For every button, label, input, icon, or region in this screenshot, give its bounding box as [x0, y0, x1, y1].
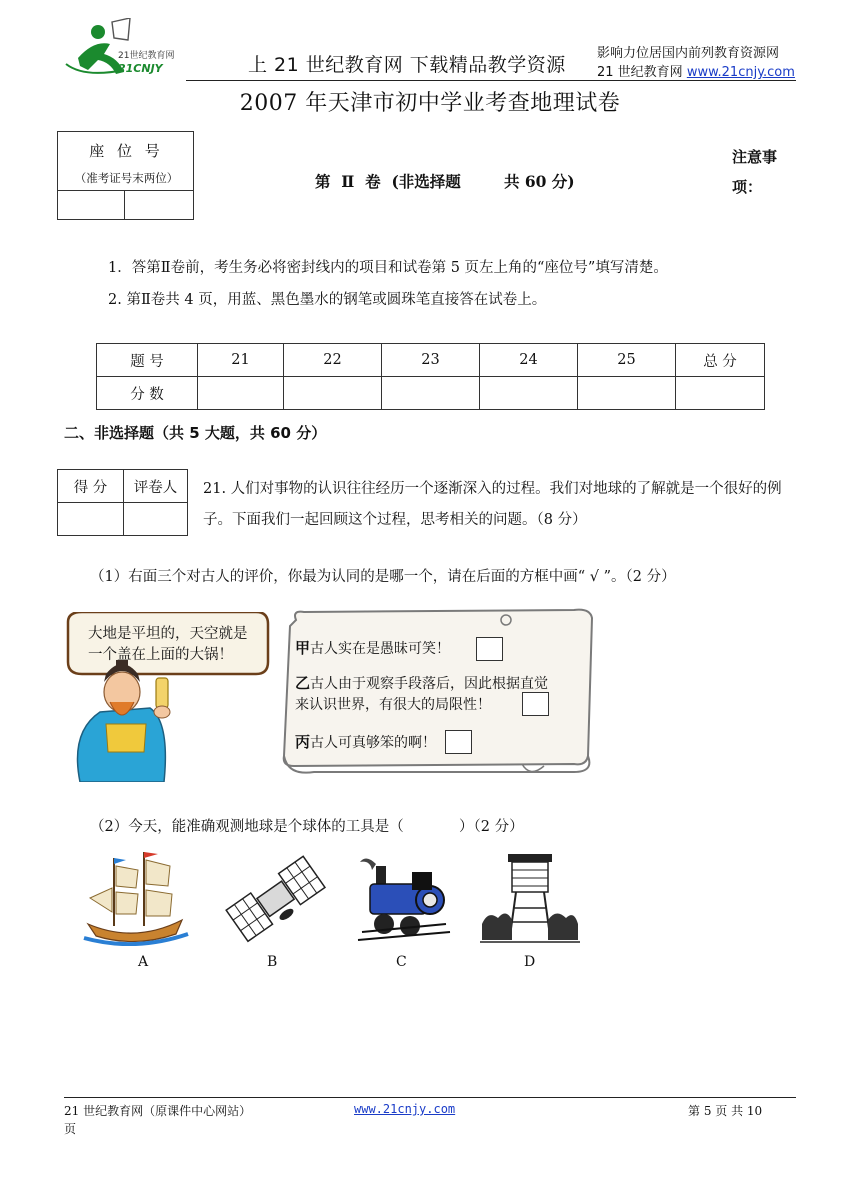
question-21: 21. 人们对事物的认识往往经历一个逐渐深入的过程。我们对地球的了解就是一个很好的例子。下面我们一起回顾这个过程，思考相关的问题。（8 分）: [203, 481, 782, 528]
grader-score-cell[interactable]: [58, 503, 124, 536]
footer-site-name: 21 世纪教育网（原课件中心网站）: [64, 1104, 252, 1118]
section-title: 二、非选择题（共 5 大题，共 60 分）: [64, 424, 327, 442]
seat-box-split: [124, 190, 125, 220]
footer-divider: [64, 1097, 796, 1098]
seat-number-hint: （准考证号末两位）: [74, 171, 179, 185]
score-table-cell: 总 分: [676, 344, 765, 377]
option-jia-stem: 甲: [295, 639, 311, 657]
option-yi: [295, 673, 555, 716]
footer-link[interactable]: www.21cnjy.com: [354, 1102, 456, 1116]
score-cell-23[interactable]: [382, 377, 480, 410]
score-cell-24[interactable]: [480, 377, 578, 410]
score-table-cell: 23: [382, 344, 480, 377]
score-table: [96, 343, 765, 410]
header-right-block: [597, 44, 795, 82]
instruction-2: 2. 第Ⅱ卷共 4 页，用蓝、黑色墨水的钢笔或圆珠笔直接答在试卷上。: [108, 292, 547, 308]
water-tower-icon: [478, 848, 582, 946]
footer-page-number: 第 5 页 共 10: [688, 1104, 763, 1118]
site-logo: [64, 18, 186, 80]
score-table-cell: 题 号: [97, 344, 198, 377]
option-jia-checkbox[interactable]: [476, 637, 503, 661]
footer-page-wrap: 页: [64, 1122, 77, 1136]
notice-label: 注意事项：: [732, 148, 778, 196]
option-bing-checkbox[interactable]: [445, 730, 472, 754]
header-slogan: 上 21 世纪教育网 下载精品教学资源: [248, 54, 566, 76]
option-jia-text: 古人实在是愚昧可笑！: [310, 641, 451, 657]
page-title: 2007 年天津市初中学业考查地理试卷: [239, 91, 621, 116]
option-yi-checkbox[interactable]: [522, 692, 549, 716]
option-bing-text: 古人可真够笨的啊！: [310, 735, 437, 751]
option-bing: [295, 732, 436, 754]
option-yi-stem: 乙: [295, 674, 311, 692]
sub-question-2: （2）今天，能准确观测地球是个球体的工具是（ ）（2 分）: [90, 819, 524, 835]
satellite-icon: [220, 848, 330, 946]
sub-question-1: （1）右面三个对古人的评价，你最为认同的是哪一个，请在后面的方框中画“ √ ”。（2 分）: [90, 569, 676, 585]
score-cell-total[interactable]: [676, 377, 765, 410]
locomotive-icon: [356, 848, 452, 946]
score-table-cell: 25: [578, 344, 676, 377]
seat-number-box: [57, 131, 194, 220]
tool-label-d: D: [524, 954, 536, 970]
score-row-label: 分 数: [97, 377, 198, 410]
part-heading: 第 Ⅱ 卷 (非选择题 共 60 分): [315, 172, 575, 191]
option-bing-stem: 丙: [295, 733, 311, 751]
score-cell-25[interactable]: [578, 377, 676, 410]
grader-name-label: 评卷人: [124, 470, 188, 503]
speech-bubble-text: 大地是平坦的，天空就是一个盖在上面的大锅！: [88, 626, 248, 663]
option-jia: [295, 638, 450, 660]
option-yi-text: 古人由于观察手段落后，因此根据直觉来认识世界，有很大的局限性！: [295, 676, 549, 713]
logo-text: 21世纪教育网: [118, 51, 175, 61]
header-tagline: 影响力位居国内前列教育资源网: [597, 46, 780, 61]
seat-box-divider: [58, 190, 193, 191]
sailing-ship-icon: [78, 848, 192, 946]
grader-name-cell[interactable]: [124, 503, 188, 536]
score-table-score-row: [97, 377, 765, 410]
header-site-name: 21 世纪教育网: [597, 65, 687, 80]
header-divider: [186, 80, 796, 81]
score-cell-21[interactable]: [198, 377, 284, 410]
score-cell-22[interactable]: [284, 377, 382, 410]
tool-label-b: B: [267, 954, 278, 970]
seat-number-label: 座 位 号: [89, 142, 164, 160]
score-table-cell: 24: [480, 344, 578, 377]
tool-label-c: C: [396, 954, 407, 970]
logo-subtext: 21CNJY: [118, 62, 163, 75]
score-table-cell: 21: [198, 344, 284, 377]
score-table-header-row: [97, 344, 765, 377]
tool-label-a: A: [138, 954, 149, 970]
grader-score-label: 得 分: [58, 470, 124, 503]
score-table-cell: 22: [284, 344, 382, 377]
grader-box: [57, 469, 188, 536]
header-site-link[interactable]: www.21cnjy.com: [686, 65, 795, 80]
instruction-1: 1．答第Ⅱ卷前，考生务必将密封线内的项目和试卷第 5 页左上角的“座位号”填写清楚。: [108, 260, 668, 276]
